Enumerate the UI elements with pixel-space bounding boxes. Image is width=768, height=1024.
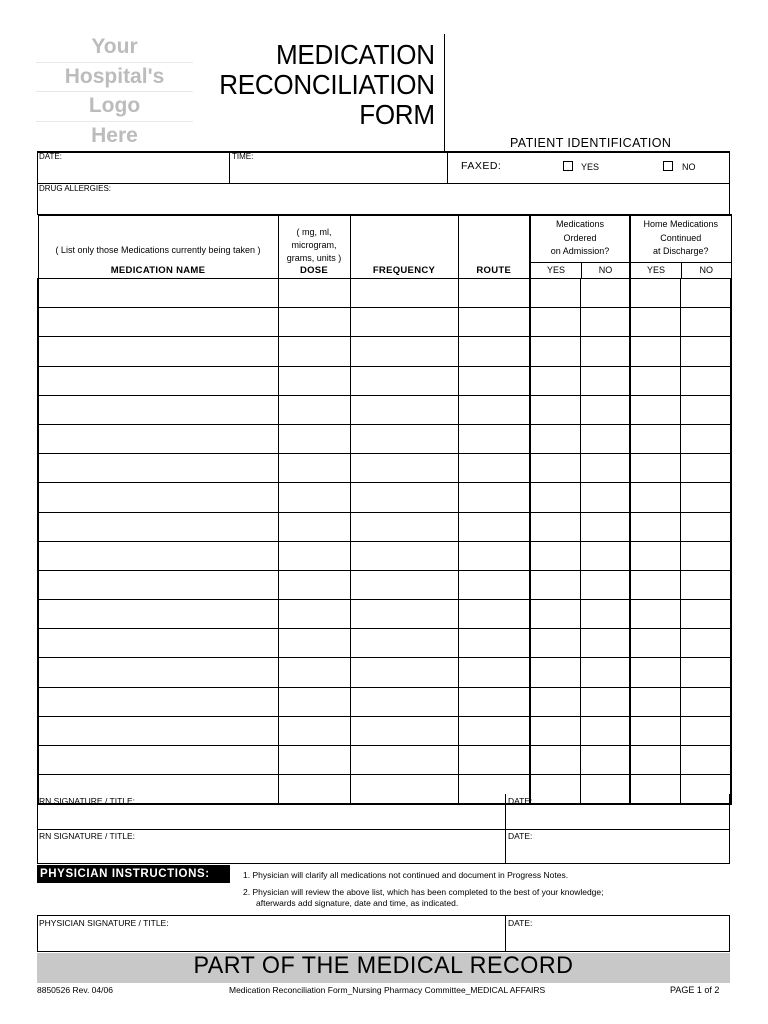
medication-name-cell[interactable] — [38, 716, 278, 745]
route-cell[interactable] — [458, 337, 530, 366]
divider — [37, 863, 730, 864]
title-line-3: FORM — [359, 99, 435, 130]
table-row — [38, 424, 731, 453]
table-row — [38, 541, 731, 570]
frequency-cell[interactable] — [350, 541, 458, 570]
medication-name-cell[interactable] — [38, 512, 278, 541]
dose-cell[interactable] — [278, 454, 350, 483]
faxed-yes-checkbox[interactable] — [563, 161, 573, 171]
home-yes-cell[interactable] — [630, 512, 680, 541]
frequency-cell[interactable] — [350, 366, 458, 395]
frequency-heading: FREQUENCY — [372, 265, 436, 276]
frequency-cell[interactable] — [350, 600, 458, 629]
frequency-cell[interactable] — [350, 687, 458, 716]
table-row — [38, 687, 731, 716]
home-yes-cell[interactable] — [630, 629, 680, 658]
home-no-cell[interactable] — [680, 512, 731, 541]
ordered-yes-cell[interactable] — [530, 512, 580, 541]
ordered-yes-cell[interactable] — [530, 454, 580, 483]
frequency-cell[interactable] — [350, 658, 458, 687]
medication-name-cell[interactable] — [38, 600, 278, 629]
home-no-cell[interactable] — [680, 716, 731, 745]
frequency-cell[interactable] — [350, 454, 458, 483]
ordered-no-cell[interactable] — [580, 512, 630, 541]
medication-name-cell[interactable] — [38, 687, 278, 716]
ordered-yes-cell[interactable] — [530, 570, 580, 599]
home-no-cell[interactable] — [680, 395, 731, 424]
logo-line: Your — [36, 33, 193, 63]
home-yes-cell[interactable] — [630, 600, 680, 629]
rn-signature-2-label: RN SIGNATURE / TITLE: — [39, 831, 136, 841]
time-field[interactable] — [231, 163, 445, 182]
rn-date-1-field[interactable] — [507, 807, 727, 827]
logo-line: Here — [91, 123, 138, 147]
ordered-on-admission-header — [530, 215, 630, 279]
ordered-yes-cell[interactable] — [530, 366, 580, 395]
medical-record-banner: PART OF THE MEDICAL RECORD — [193, 952, 574, 979]
home-no-cell[interactable] — [680, 366, 731, 395]
dose-heading: DOSE — [299, 265, 329, 276]
instruction-2-continued: afterwards add signature, date and time, as indicated. — [256, 898, 459, 908]
route-cell[interactable] — [458, 687, 530, 716]
ordered-header-line: Ordered — [563, 232, 597, 243]
medication-name-cell[interactable] — [38, 395, 278, 424]
dose-header — [278, 215, 350, 279]
frequency-cell[interactable] — [350, 775, 458, 805]
divider — [729, 794, 730, 864]
home-no-cell[interactable] — [680, 279, 731, 308]
table-header — [38, 215, 731, 279]
dose-note: microgram, — [291, 240, 337, 250]
ordered-yes-cell[interactable] — [530, 395, 580, 424]
home-no-cell[interactable] — [680, 454, 731, 483]
ordered-no-cell[interactable] — [580, 658, 630, 687]
home-no-label: NO — [699, 265, 713, 275]
frequency-cell[interactable] — [350, 424, 458, 453]
ordered-no-cell[interactable] — [580, 308, 630, 337]
physician-signature-label: PHYSICIAN SIGNATURE / TITLE: — [39, 918, 169, 928]
table-row — [38, 600, 731, 629]
ordered-no-cell[interactable] — [580, 716, 630, 745]
home-yes-cell[interactable] — [630, 687, 680, 716]
home-no-cell[interactable] — [680, 658, 731, 687]
table-row — [38, 658, 731, 687]
home-no-cell[interactable] — [680, 337, 731, 366]
medication-name-cell[interactable] — [38, 570, 278, 599]
ordered-yes-cell[interactable] — [530, 629, 580, 658]
ordered-yes-cell[interactable] — [530, 687, 580, 716]
route-cell[interactable] — [458, 658, 530, 687]
dose-cell[interactable] — [278, 687, 350, 716]
table-row — [38, 366, 731, 395]
divider — [229, 151, 230, 184]
home-yes-cell[interactable] — [630, 775, 680, 805]
ordered-yes-cell[interactable] — [530, 483, 580, 512]
ordered-no-cell[interactable] — [580, 687, 630, 716]
dose-cell[interactable] — [278, 337, 350, 366]
rn-signature-2-field[interactable] — [38, 842, 503, 862]
ordered-no-cell[interactable] — [580, 746, 630, 775]
table-row — [38, 454, 731, 483]
home-yes-cell[interactable] — [630, 337, 680, 366]
rn-date-2-label: DATE: — [508, 831, 533, 841]
physician-instructions-heading: PHYSICIAN INSTRUCTIONS: — [37, 865, 230, 883]
drug-allergies-label: DRUG ALLERGIES: — [39, 184, 112, 193]
route-cell[interactable] — [458, 570, 530, 599]
route-cell[interactable] — [458, 395, 530, 424]
ordered-no-cell[interactable] — [580, 570, 630, 599]
rn-signature-1-field[interactable] — [38, 807, 503, 827]
home-no-cell[interactable] — [680, 308, 731, 337]
title-line-2: RECONCILIATION — [219, 69, 435, 100]
medication-table — [37, 214, 730, 794]
home-yes-cell[interactable] — [630, 366, 680, 395]
dose-cell[interactable] — [278, 512, 350, 541]
frequency-cell[interactable] — [350, 395, 458, 424]
home-no-cell[interactable] — [680, 775, 731, 805]
faxed-no-checkbox[interactable] — [663, 161, 673, 171]
ordered-no-cell[interactable] — [580, 366, 630, 395]
table-row — [38, 512, 731, 541]
ordered-yes-cell[interactable] — [530, 600, 580, 629]
ordered-yes-cell[interactable] — [530, 308, 580, 337]
frequency-cell[interactable] — [350, 512, 458, 541]
route-cell[interactable] — [458, 483, 530, 512]
ordered-no-cell[interactable] — [580, 600, 630, 629]
table-row — [38, 308, 731, 337]
medication-note: ( List only those Medications currently being taken ) — [55, 245, 261, 255]
form-footer-title: Medication Reconciliation Form_Nursing Pharmacy Committee_MEDICAL AFFAIRS — [229, 985, 546, 995]
ordered-no-cell[interactable] — [580, 337, 630, 366]
route-cell[interactable] — [458, 629, 530, 658]
table-row — [38, 395, 731, 424]
medication-name-header — [38, 215, 278, 279]
home-yes-cell[interactable] — [630, 541, 680, 570]
divider — [37, 151, 730, 153]
date-field-label: DATE: — [39, 152, 62, 161]
route-cell[interactable] — [458, 279, 530, 308]
medication-name-cell[interactable] — [38, 483, 278, 512]
page-number: PAGE 1 of 2 — [670, 985, 720, 995]
drug-allergies-field[interactable] — [38, 195, 728, 213]
home-no-cell[interactable] — [680, 541, 731, 570]
home-header-line: Continued — [660, 232, 702, 243]
table-row — [38, 483, 731, 512]
ordered-no-label: NO — [598, 265, 613, 275]
title-divider — [444, 34, 445, 152]
home-yes-cell[interactable] — [630, 454, 680, 483]
home-yes-cell[interactable] — [630, 746, 680, 775]
dose-cell[interactable] — [278, 395, 350, 424]
dose-cell[interactable] — [278, 308, 350, 337]
divider — [505, 794, 506, 864]
ordered-no-cell[interactable] — [580, 541, 630, 570]
ordered-yes-cell[interactable] — [530, 716, 580, 745]
route-cell[interactable] — [458, 424, 530, 453]
home-yes-cell[interactable] — [630, 716, 680, 745]
home-yes-cell[interactable] — [630, 424, 680, 453]
home-no-cell[interactable] — [680, 687, 731, 716]
ordered-yes-cell[interactable] — [530, 279, 580, 308]
divider — [505, 915, 506, 952]
medication-name-cell[interactable] — [38, 279, 278, 308]
home-no-cell[interactable] — [680, 483, 731, 512]
home-yes-cell[interactable] — [630, 483, 680, 512]
route-cell[interactable] — [458, 716, 530, 745]
home-header-line: at Discharge? — [652, 246, 709, 256]
continued-at-discharge-header — [630, 215, 731, 279]
table-row — [38, 716, 731, 745]
dose-cell[interactable] — [278, 279, 350, 308]
route-cell[interactable] — [458, 541, 530, 570]
frequency-cell[interactable] — [350, 570, 458, 599]
ordered-no-cell[interactable] — [580, 454, 630, 483]
date-field[interactable] — [38, 163, 228, 182]
ordered-no-cell[interactable] — [580, 424, 630, 453]
table-row — [38, 746, 731, 775]
route-cell[interactable] — [458, 746, 530, 775]
ordered-no-cell[interactable] — [580, 629, 630, 658]
instruction-1: 1. Physician will clarify all medications not continued and document in Progress Notes. — [243, 870, 569, 880]
dose-cell[interactable] — [278, 541, 350, 570]
dose-cell[interactable] — [278, 716, 350, 745]
ordered-yes-cell[interactable] — [530, 337, 580, 366]
medication-name-cell[interactable] — [38, 366, 278, 395]
home-no-cell[interactable] — [680, 600, 731, 629]
frequency-cell[interactable] — [350, 716, 458, 745]
home-no-cell[interactable] — [680, 629, 731, 658]
table-row — [38, 337, 731, 366]
form-title — [219, 40, 435, 130]
dose-cell[interactable] — [278, 629, 350, 658]
route-cell[interactable] — [458, 600, 530, 629]
table-row — [38, 629, 731, 658]
frequency-cell[interactable] — [350, 279, 458, 308]
frequency-cell[interactable] — [350, 629, 458, 658]
home-yes-label: YES — [631, 263, 682, 278]
ordered-yes-cell[interactable] — [530, 424, 580, 453]
hospital-logo-placeholder — [36, 33, 193, 148]
medication-name-cell[interactable] — [38, 454, 278, 483]
dose-cell[interactable] — [278, 366, 350, 395]
dose-cell[interactable] — [278, 775, 350, 805]
frequency-cell[interactable] — [350, 483, 458, 512]
dose-cell[interactable] — [278, 746, 350, 775]
frequency-header — [350, 215, 458, 279]
medication-name-cell[interactable] — [38, 308, 278, 337]
faxed-no-label: NO — [682, 162, 696, 172]
ordered-no-cell[interactable] — [580, 395, 630, 424]
divider — [37, 915, 730, 916]
home-no-cell[interactable] — [680, 424, 731, 453]
route-cell[interactable] — [458, 308, 530, 337]
ordered-yes-cell[interactable] — [530, 541, 580, 570]
divider — [37, 829, 730, 830]
medication-name-cell[interactable] — [38, 541, 278, 570]
medication-name-cell[interactable] — [38, 629, 278, 658]
dose-note: grams, units ) — [286, 253, 342, 263]
rn-date-1-label: DATE: — [508, 796, 533, 806]
ordered-yes-label: YES — [531, 263, 582, 278]
dose-cell[interactable] — [278, 424, 350, 453]
home-no-cell[interactable] — [680, 746, 731, 775]
frequency-cell[interactable] — [350, 337, 458, 366]
ordered-yes-cell[interactable] — [530, 746, 580, 775]
home-yes-cell[interactable] — [630, 279, 680, 308]
physician-date-label: DATE: — [508, 918, 533, 928]
medication-name-cell[interactable] — [38, 337, 278, 366]
ordered-yes-cell[interactable] — [530, 658, 580, 687]
table-row — [38, 279, 731, 308]
table-row — [38, 775, 731, 805]
medication-name-cell[interactable] — [38, 424, 278, 453]
divider — [729, 915, 730, 952]
home-yes-cell[interactable] — [630, 658, 680, 687]
patient-identification-label: PATIENT IDENTIFICATION — [510, 136, 672, 150]
instruction-2: 2. Physician will review the above list, which has been completed to the best of your knowledge; — [243, 887, 604, 897]
faxed-yes-label: YES — [581, 162, 600, 172]
rn-date-2-field[interactable] — [507, 842, 727, 862]
ordered-no-cell[interactable] — [580, 775, 630, 805]
dose-cell[interactable] — [278, 570, 350, 599]
frequency-cell[interactable] — [350, 308, 458, 337]
time-field-label: TIME: — [232, 152, 254, 161]
divider — [447, 151, 448, 184]
ordered-yes-cell[interactable] — [530, 775, 580, 805]
divider — [37, 183, 730, 184]
route-cell[interactable] — [458, 512, 530, 541]
dose-cell[interactable] — [278, 483, 350, 512]
rn-signature-1-label: RN SIGNATURE / TITLE: — [39, 796, 136, 806]
ordered-header-line: Medications — [555, 219, 605, 229]
frequency-cell[interactable] — [350, 746, 458, 775]
logo-line: Hospital's — [36, 63, 193, 93]
medication-name-heading: MEDICATION NAME — [110, 265, 206, 276]
dose-cell[interactable] — [278, 600, 350, 629]
ordered-header-line: on Admission? — [550, 246, 610, 256]
faxed-label: FAXED: — [461, 160, 502, 172]
home-yes-cell[interactable] — [630, 308, 680, 337]
medication-name-cell[interactable] — [38, 746, 278, 775]
home-yes-cell[interactable] — [630, 570, 680, 599]
medication-name-cell[interactable] — [38, 658, 278, 687]
logo-line: Logo — [36, 92, 193, 122]
route-cell[interactable] — [458, 366, 530, 395]
home-header-line: Home Medications — [643, 219, 719, 229]
route-cell[interactable] — [458, 454, 530, 483]
route-heading: ROUTE — [476, 265, 512, 276]
title-line-1: MEDICATION — [276, 39, 435, 70]
table-row — [38, 570, 731, 599]
ordered-no-cell[interactable] — [580, 483, 630, 512]
form-code: 8850526 Rev. 04/06 — [37, 985, 113, 995]
home-yes-cell[interactable] — [630, 395, 680, 424]
physician-signature-field[interactable] — [38, 929, 503, 950]
dose-note: ( mg, ml, — [296, 227, 332, 237]
home-no-cell[interactable] — [680, 570, 731, 599]
dose-cell[interactable] — [278, 658, 350, 687]
route-header — [458, 215, 530, 279]
physician-date-field[interactable] — [507, 929, 727, 950]
ordered-no-cell[interactable] — [580, 279, 630, 308]
